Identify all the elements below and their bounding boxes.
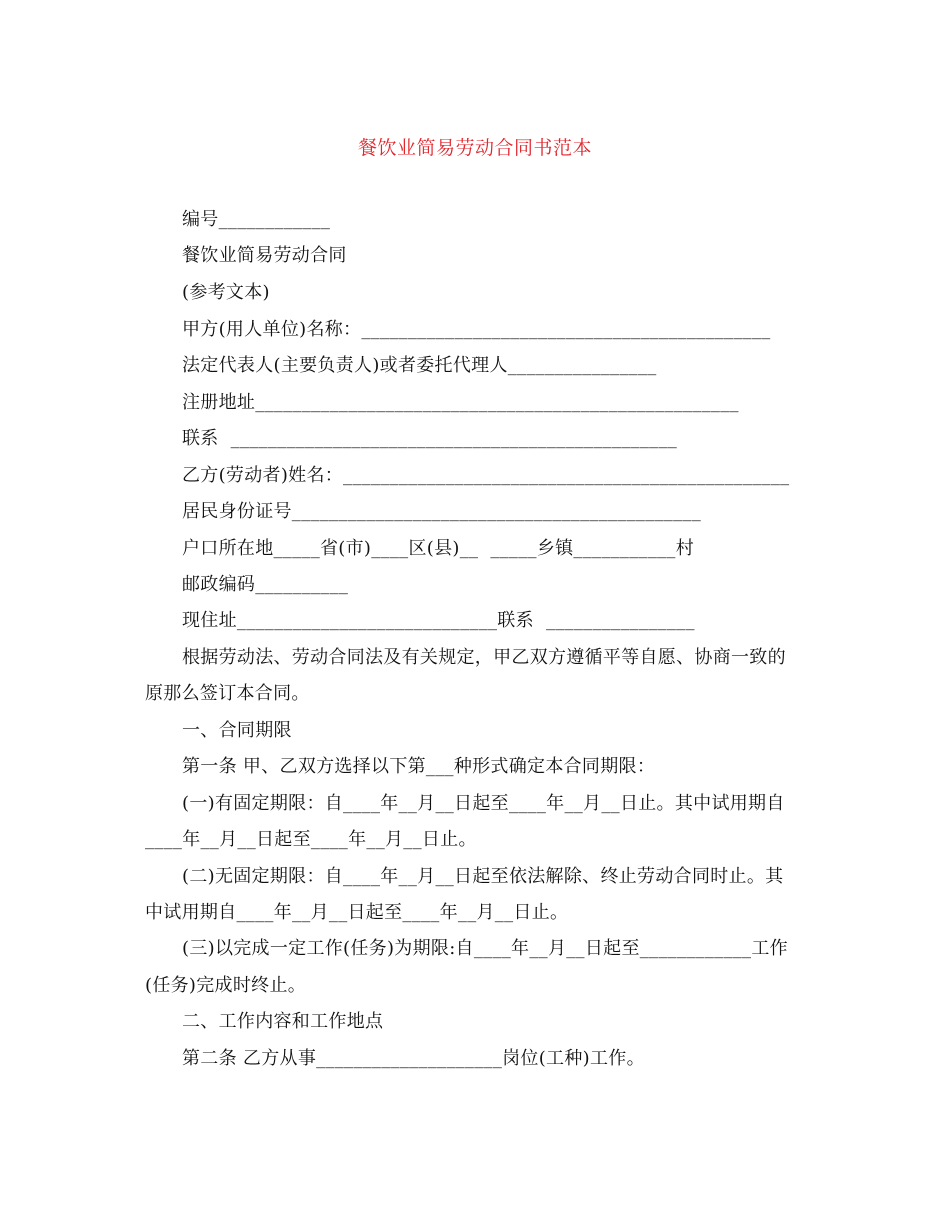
reference-text-line: (参考文本) — [182, 282, 270, 303]
household-registration-line: 户口所在地_____省(市)____区(县)__ _____乡镇___________村 — [182, 538, 695, 559]
article-1-line: 第一条 甲、乙双方选择以下第___种形式确定本合同期限： — [182, 756, 656, 777]
open-term-line-2: 中试用期自____年__月__日起至____年__月__日止。 — [145, 902, 569, 923]
party-a-contact-line: 联系 ________________________________________________ — [182, 428, 678, 449]
serial-number-line: 编号____________ — [182, 209, 331, 230]
fixed-term-line-1: (一)有固定期限：自____年__月__日起至____年__月__日止。其中试用期自 — [182, 793, 785, 814]
document-title: 餐饮业简易劳动合同书范本 — [357, 137, 592, 159]
preamble-line-2: 原那么签订本合同。 — [145, 683, 310, 704]
registered-address-line: 注册地址____________________________________________________ — [182, 392, 739, 413]
section-2-heading: 二、工作内容和工作地点 — [182, 1011, 384, 1032]
legal-representative-line: 法定代表人(主要负责人)或者委托代理人________________ — [182, 355, 657, 376]
current-address-line: 现住址____________________________联系 ________________ — [182, 610, 695, 631]
id-number-line: 居民身份证号____________________________________________ — [182, 501, 701, 522]
fixed-term-line-2: ____年__月__日起至____年__月__日止。 — [145, 829, 477, 850]
party-b-name-line: 乙方(劳动者)姓名：________________________________________________ — [182, 465, 790, 486]
article-2-line: 第二条 乙方从事____________________岗位(工种)工作。 — [182, 1048, 645, 1069]
task-term-line-1: (三)以完成一定工作(任务)为期限:自____年__月__日起至____________工作 — [182, 938, 788, 959]
open-term-line-1: (二)无固定期限：自____年__月__日起至依法解除、终止劳动合同时止。其 — [182, 866, 784, 887]
section-1-heading: 一、合同期限 — [182, 720, 292, 741]
postal-code-line: 邮政编码__________ — [182, 574, 349, 595]
task-term-line-2: (任务)完成时终止。 — [145, 975, 307, 996]
preamble-line-1: 根据劳动法、劳动合同法及有关规定，甲乙双方遵循平等自愿、协商一致的 — [182, 647, 786, 668]
contract-name-line: 餐饮业简易劳动合同 — [182, 245, 347, 266]
party-a-name-line: 甲方(用人单位)名称：____________________________________________ — [182, 319, 771, 340]
